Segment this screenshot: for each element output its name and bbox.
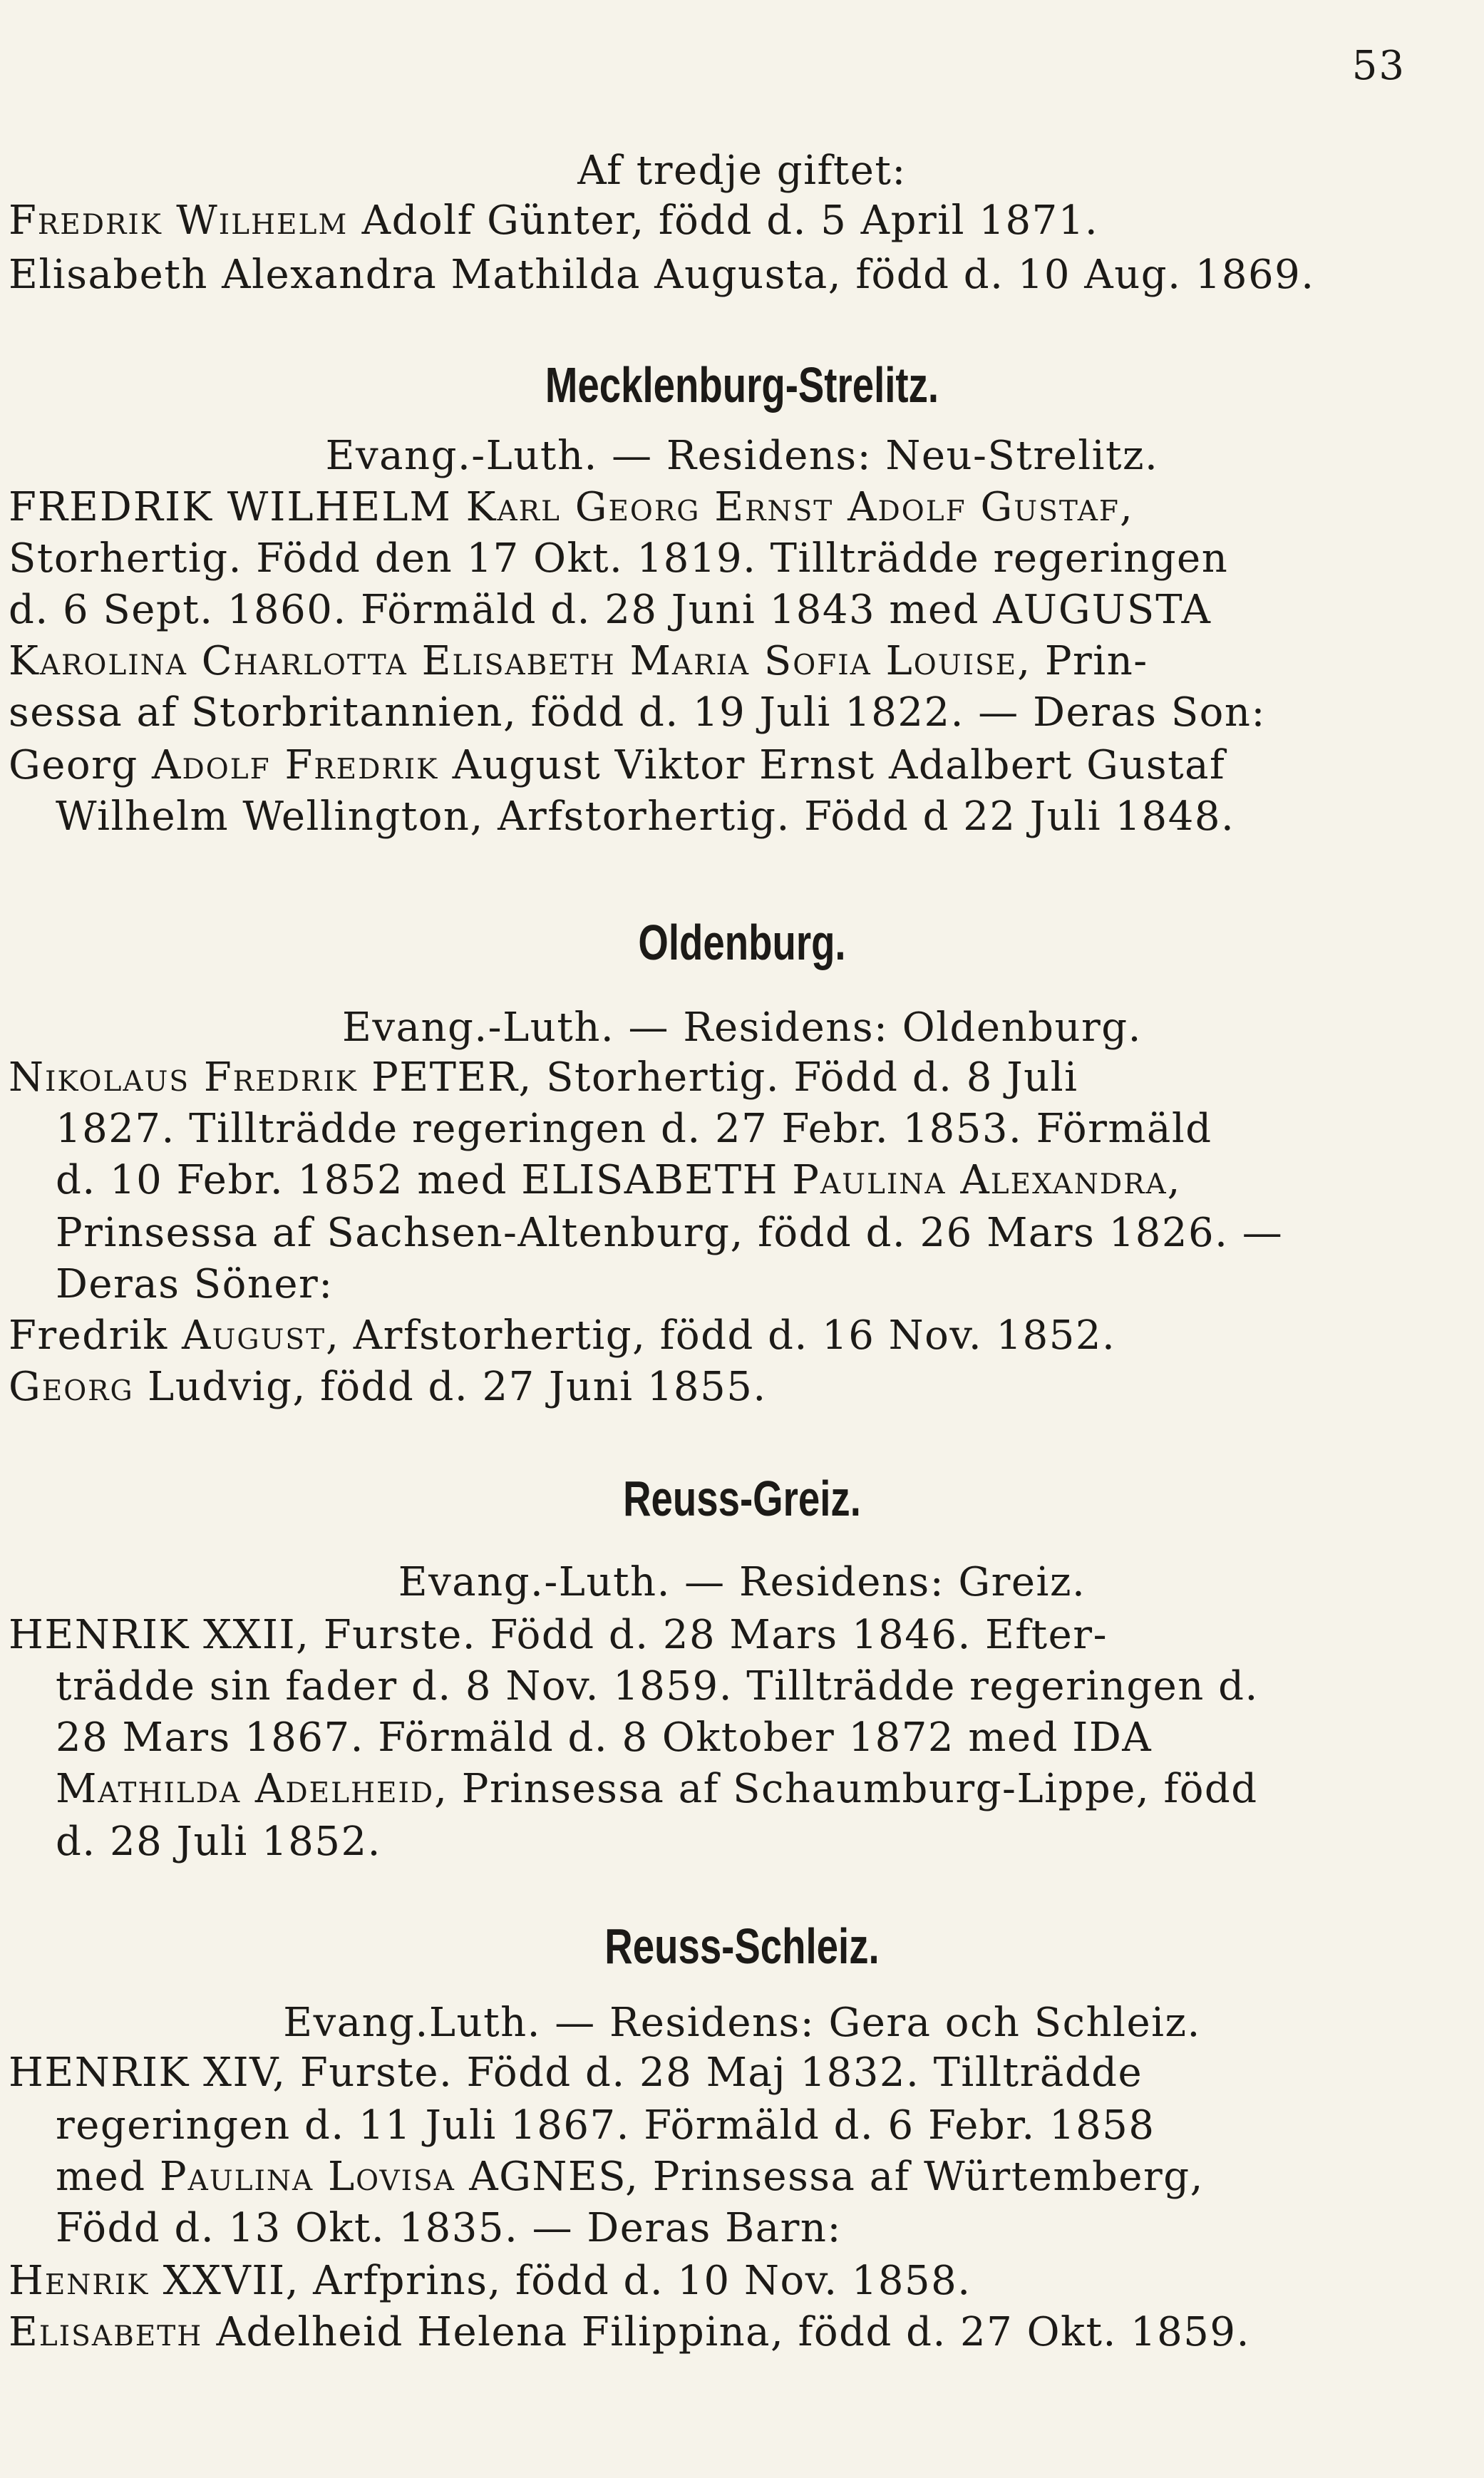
section-heading-mecklenburg: Mecklenburg-Strelitz. [545, 357, 939, 413]
given-names: Mathilda Adelheid [56, 1766, 435, 1812]
page-number: 53 [1351, 43, 1406, 89]
name-fredrik: Fredrik [9, 197, 163, 244]
mecklenburg-line-2: Storhertig. Född den 17 Okt. 1819. Tillträdde regeringen [9, 535, 1229, 582]
greiz-line-2: trädde sin fader d. 8 Nov. 1859. Tillträdde regeringen d. [56, 1663, 1259, 1710]
schleiz-line-2: regeringen d. 11 Juli 1867. Förmäld d. 6 Febr. 1858 [56, 2102, 1155, 2149]
line-text: , Arfstorhertig, född d. 16 Nov. 1852. [326, 1312, 1116, 1359]
line-text: d. 6 Sept. 1860. Förmäld d. 28 Juni 1843 med [9, 587, 994, 633]
line-text: , Prin- [1017, 638, 1148, 684]
greiz-line-3: 28 Mars 1867. Förmäld d. 8 Oktober 1872 med IDA [56, 1714, 1153, 1761]
schleiz-line-3 [56, 2154, 1204, 2200]
section-heading-reuss-greiz: Reuss-Greiz. [623, 1471, 861, 1526]
line-text: AGNES, Prinsessa af Würtemberg, [455, 2154, 1204, 2200]
greiz-subtitle: Evang.-Luth. — Residens: Greiz. [398, 1559, 1086, 1605]
name-augusta: AUGUSTA [993, 587, 1212, 633]
given-names: Karolina Charlotta Elisabeth Maria Sofia Louise [9, 638, 1018, 684]
given-names: Karl Georg Ernst Adolf Gustaf [465, 484, 1120, 530]
oldenburg-line-4: Prinsessa af Sachsen-Altenburg, född d. 26 Mars 1826. — [56, 1210, 1284, 1256]
oldenburg-line-1 [9, 1055, 1078, 1101]
section-heading-oldenburg: Oldenburg. [638, 915, 846, 970]
intro-line-1 [9, 198, 1098, 244]
mecklenburg-line-4 [9, 639, 1148, 684]
mecklenburg-line-5: sessa af Storbritannien, född d. 19 Juli 1822. — Deras Son: [9, 689, 1266, 736]
line-text: August Viktor Ernst Adalbert Gustaf [438, 742, 1226, 788]
line-text: , Prinsessa af Schaumburg-Lippe, född [434, 1766, 1258, 1812]
given-names: Paulina Alexandra [792, 1157, 1168, 1203]
line-text: med [56, 2154, 160, 2200]
mecklenburg-subtitle: Evang.-Luth. — Residens: Neu-Strelitz. [325, 433, 1159, 479]
schleiz-line-5 [9, 2258, 972, 2304]
given-names: Paulina Lovisa [159, 2154, 455, 2200]
section-heading-reuss-schleiz: Reuss-Schleiz. [604, 1918, 880, 1974]
given-names: Georg [9, 1364, 134, 1410]
mecklenburg-line-7: Wilhelm Wellington, Arfstorhertig. Född d 22 Juli 1848. [56, 793, 1235, 840]
mecklenburg-line-6 [9, 743, 1225, 788]
oldenburg-line-3 [56, 1158, 1181, 1203]
line-text: d. 10 Febr. 1852 med ELISABETH [56, 1157, 793, 1203]
greiz-line-5: d. 28 Juli 1852. [56, 1819, 381, 1865]
oldenburg-line-7 [9, 1364, 767, 1410]
line-text: Georg [9, 742, 153, 788]
greiz-line-4 [56, 1767, 1258, 1812]
intro-line-1-rest: Adolf Günter, född d. 5 April 1871. [348, 197, 1099, 244]
given-names: Adolf Fredrik [152, 742, 439, 788]
schleiz-line-1: HENRIK XIV, Furste. Född d. 28 Maj 1832. Tillträdde [9, 2050, 1143, 2096]
given-names: Elisabeth [9, 2309, 203, 2355]
oldenburg-line-5: Deras Söner: [56, 1261, 334, 1307]
oldenburg-subtitle: Evang.-Luth. — Residens: Oldenburg. [342, 1004, 1142, 1051]
line-text: PETER, Storhertig. Född d. 8 Juli [357, 1054, 1078, 1101]
mecklenburg-line-3 [9, 587, 1212, 633]
name-fredrik-wilhelm: FREDRIK WILHELM [9, 484, 466, 530]
comma: , [1167, 1157, 1181, 1203]
comma: , [1119, 484, 1134, 530]
line-text: Ludvig, född d. 27 Juni 1855. [133, 1364, 767, 1410]
intro-line-2: Elisabeth Alexandra Mathilda Augusta, född d. 10 Aug. 1869. [9, 252, 1315, 298]
oldenburg-line-6 [9, 1313, 1115, 1359]
line-text: Adelheid Helena Filippina, född d. 27 Okt. 1859. [202, 2309, 1250, 2355]
line-text: XXVII, Arfprins, född d. 10 Nov. 1858. [149, 2258, 972, 2304]
schleiz-line-4: Född d. 13 Okt. 1835. — Deras Barn: [56, 2205, 842, 2251]
oldenburg-line-2: 1827. Tillträdde regeringen d. 27 Febr. 1853. Förmäld [56, 1106, 1212, 1152]
line-text: Fredrik [9, 1312, 182, 1359]
given-names: Nikolaus Fredrik [9, 1054, 358, 1101]
schleiz-line-6 [9, 2310, 1250, 2355]
greiz-line-1: HENRIK XXII, Furste. Född d. 28 Mars 1846. Efter- [9, 1612, 1108, 1658]
given-names: August [182, 1312, 326, 1359]
intro-caption: Af tredje giftet: [577, 148, 907, 194]
name-wilhelm: Wilhelm [176, 197, 349, 244]
mecklenburg-line-1 [9, 485, 1133, 530]
given-names: Henrik [9, 2258, 150, 2304]
schleiz-subtitle: Evang.Luth. — Residens: Gera och Schleiz. [283, 2000, 1201, 2046]
